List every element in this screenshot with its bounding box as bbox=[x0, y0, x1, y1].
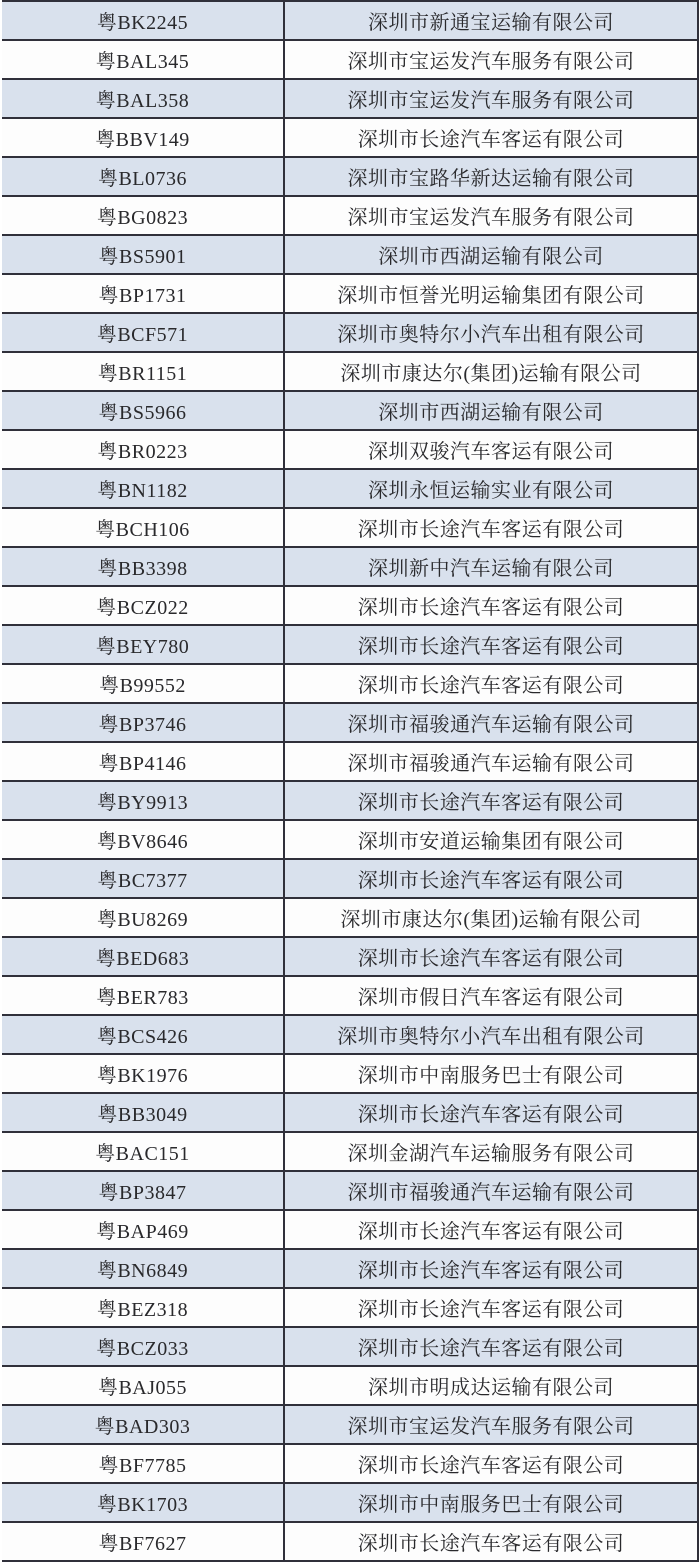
plate-cell: 粤BF7627 bbox=[2, 1523, 285, 1560]
table-row bbox=[2, 119, 697, 158]
plate-cell: 粤BS5901 bbox=[2, 236, 285, 273]
company-cell: 深圳市西湖运输有限公司 bbox=[378, 246, 604, 268]
table-row bbox=[2, 2, 697, 41]
plate-cell: 粤BK1703 bbox=[2, 1484, 285, 1521]
plate-cell: 粤BAL345 bbox=[2, 41, 285, 78]
plate-cell: 粤BAP469 bbox=[2, 1211, 285, 1248]
company-cell: 深圳市恒誉光明运输集团有限公司 bbox=[337, 285, 645, 307]
plate-cell: 粤BCZ033 bbox=[2, 1328, 285, 1365]
table-row bbox=[2, 782, 697, 821]
table-row bbox=[2, 977, 697, 1016]
table-row bbox=[2, 1055, 697, 1094]
table-row bbox=[2, 470, 697, 509]
plate-cell: 粤BN6849 bbox=[2, 1250, 285, 1287]
table-row bbox=[2, 743, 697, 782]
table-row bbox=[2, 1406, 697, 1445]
company-cell: 深圳市福骏通汽车运输有限公司 bbox=[347, 714, 635, 736]
plate-cell: 粤BS5966 bbox=[2, 392, 285, 429]
company-cell: 深圳市长途汽车客运有限公司 bbox=[357, 1455, 625, 1477]
table-row bbox=[2, 1367, 697, 1406]
table-row bbox=[2, 626, 697, 665]
table-row bbox=[2, 392, 697, 431]
plate-cell: 粤BG0823 bbox=[2, 197, 285, 234]
plate-cell: 粤BER783 bbox=[2, 977, 285, 1014]
plate-cell: 粤BP3847 bbox=[2, 1172, 285, 1209]
company-cell: 深圳市长途汽车客运有限公司 bbox=[357, 948, 625, 970]
table-row bbox=[2, 1250, 697, 1289]
plate-cell: 粤BK1976 bbox=[2, 1055, 285, 1092]
company-cell: 深圳市福骏通汽车运输有限公司 bbox=[347, 1182, 635, 1204]
company-cell: 深圳市宝运发汽车服务有限公司 bbox=[347, 207, 635, 229]
table-row bbox=[2, 1484, 697, 1523]
table-row bbox=[2, 197, 697, 236]
plate-cell: 粤BY9913 bbox=[2, 782, 285, 819]
table-row bbox=[2, 1211, 697, 1250]
table-row bbox=[2, 1328, 697, 1367]
company-cell: 深圳市长途汽车客运有限公司 bbox=[357, 1260, 625, 1282]
table-row bbox=[2, 1172, 697, 1211]
table-row bbox=[2, 509, 697, 548]
plate-cell: 粤BK2245 bbox=[2, 2, 285, 39]
table-row bbox=[2, 1133, 697, 1172]
plate-cell: 粤BV8646 bbox=[2, 821, 285, 858]
company-cell: 深圳市长途汽车客运有限公司 bbox=[357, 1533, 625, 1555]
plate-cell: 粤BR1151 bbox=[2, 353, 285, 390]
company-cell: 深圳市明成达运输有限公司 bbox=[368, 1377, 614, 1399]
table-row bbox=[2, 1016, 697, 1055]
plate-cell: 粤BAC151 bbox=[2, 1133, 285, 1170]
company-cell: 深圳市长途汽车客运有限公司 bbox=[357, 1299, 625, 1321]
table-row bbox=[2, 1094, 697, 1133]
plate-cell: 粤BCF571 bbox=[2, 314, 285, 351]
company-cell: 深圳市康达尔(集团)运输有限公司 bbox=[340, 363, 642, 385]
company-cell: 深圳市假日汽车客运有限公司 bbox=[357, 987, 625, 1009]
table-row bbox=[2, 665, 697, 704]
company-cell: 深圳双骏汽车客运有限公司 bbox=[368, 441, 614, 463]
plate-cell: 粤BB3398 bbox=[2, 548, 285, 585]
company-cell: 深圳市长途汽车客运有限公司 bbox=[357, 1221, 625, 1243]
table-row bbox=[2, 938, 697, 977]
plate-cell: 粤BN1182 bbox=[2, 470, 285, 507]
plate-cell: 粤BEY780 bbox=[2, 626, 285, 663]
table-row bbox=[2, 587, 697, 626]
plate-cell: 粤BCS426 bbox=[2, 1016, 285, 1053]
table-row bbox=[2, 1523, 697, 1562]
table-row bbox=[2, 353, 697, 392]
plate-cell: 粤BU8269 bbox=[2, 899, 285, 936]
plate-cell: 粤BAD303 bbox=[2, 1406, 285, 1443]
company-cell: 深圳市奥特尔小汽车出租有限公司 bbox=[337, 1026, 645, 1048]
company-cell: 深圳市长途汽车客运有限公司 bbox=[357, 1338, 625, 1360]
company-cell: 深圳市长途汽车客运有限公司 bbox=[357, 792, 625, 814]
company-cell: 深圳新中汽车运输有限公司 bbox=[368, 558, 614, 580]
table-row bbox=[2, 41, 697, 80]
table-row bbox=[2, 704, 697, 743]
plate-cell: 粤BCZ022 bbox=[2, 587, 285, 624]
company-cell: 深圳市长途汽车客运有限公司 bbox=[357, 519, 625, 541]
company-cell: 深圳市宝运发汽车服务有限公司 bbox=[347, 51, 635, 73]
company-cell: 深圳市西湖运输有限公司 bbox=[378, 402, 604, 424]
table-row bbox=[2, 1289, 697, 1328]
plate-cell: 粤B99552 bbox=[2, 665, 285, 702]
plate-cell: 粤BAL358 bbox=[2, 80, 285, 117]
table-row bbox=[2, 314, 697, 353]
plate-cell: 粤BEZ318 bbox=[2, 1289, 285, 1326]
plate-cell: 粤BP1731 bbox=[2, 275, 285, 312]
table-row bbox=[2, 1445, 697, 1484]
company-cell: 深圳市新通宝运输有限公司 bbox=[368, 12, 614, 34]
company-cell: 深圳市长途汽车客运有限公司 bbox=[357, 675, 625, 697]
plate-cell: 粤BCH106 bbox=[2, 509, 285, 546]
table-row bbox=[2, 275, 697, 314]
company-cell: 深圳市中南服务巴士有限公司 bbox=[357, 1494, 625, 1516]
table-row bbox=[2, 860, 697, 899]
table-row bbox=[2, 899, 697, 938]
company-cell: 深圳市长途汽车客运有限公司 bbox=[357, 636, 625, 658]
table-row bbox=[2, 80, 697, 119]
plate-cell: 粤BAJ055 bbox=[2, 1367, 285, 1404]
plate-cell: 粤BB3049 bbox=[2, 1094, 285, 1131]
company-cell: 深圳市长途汽车客运有限公司 bbox=[357, 129, 625, 151]
company-cell: 深圳市宝路华新达运输有限公司 bbox=[347, 168, 635, 190]
company-cell: 深圳市安道运输集团有限公司 bbox=[357, 831, 625, 853]
company-cell: 深圳金湖汽车运输服务有限公司 bbox=[347, 1143, 635, 1165]
plate-cell: 粤BF7785 bbox=[2, 1445, 285, 1482]
plate-cell: 粤BBV149 bbox=[2, 119, 285, 156]
plate-cell: 粤BL0736 bbox=[2, 158, 285, 195]
company-cell: 深圳市长途汽车客运有限公司 bbox=[357, 597, 625, 619]
table-row bbox=[2, 548, 697, 587]
company-cell: 深圳市奥特尔小汽车出租有限公司 bbox=[337, 324, 645, 346]
table-row bbox=[2, 236, 697, 275]
plate-cell: 粤BP3746 bbox=[2, 704, 285, 741]
company-cell: 深圳市长途汽车客运有限公司 bbox=[357, 1104, 625, 1126]
table-row bbox=[2, 158, 697, 197]
vehicle-company-table bbox=[2, 0, 699, 1562]
company-cell: 深圳市中南服务巴士有限公司 bbox=[357, 1065, 625, 1087]
plate-cell: 粤BP4146 bbox=[2, 743, 285, 780]
plate-cell: 粤BED683 bbox=[2, 938, 285, 975]
company-cell: 深圳永恒运输实业有限公司 bbox=[368, 480, 614, 502]
table-row bbox=[2, 821, 697, 860]
company-cell: 深圳市宝运发汽车服务有限公司 bbox=[347, 90, 635, 112]
plate-cell: 粤BC7377 bbox=[2, 860, 285, 897]
plate-cell: 粤BR0223 bbox=[2, 431, 285, 468]
company-cell: 深圳市康达尔(集团)运输有限公司 bbox=[340, 909, 642, 931]
company-cell: 深圳市福骏通汽车运输有限公司 bbox=[347, 753, 635, 775]
company-cell: 深圳市宝运发汽车服务有限公司 bbox=[347, 1416, 635, 1438]
company-cell: 深圳市长途汽车客运有限公司 bbox=[357, 870, 625, 892]
table-row bbox=[2, 431, 697, 470]
